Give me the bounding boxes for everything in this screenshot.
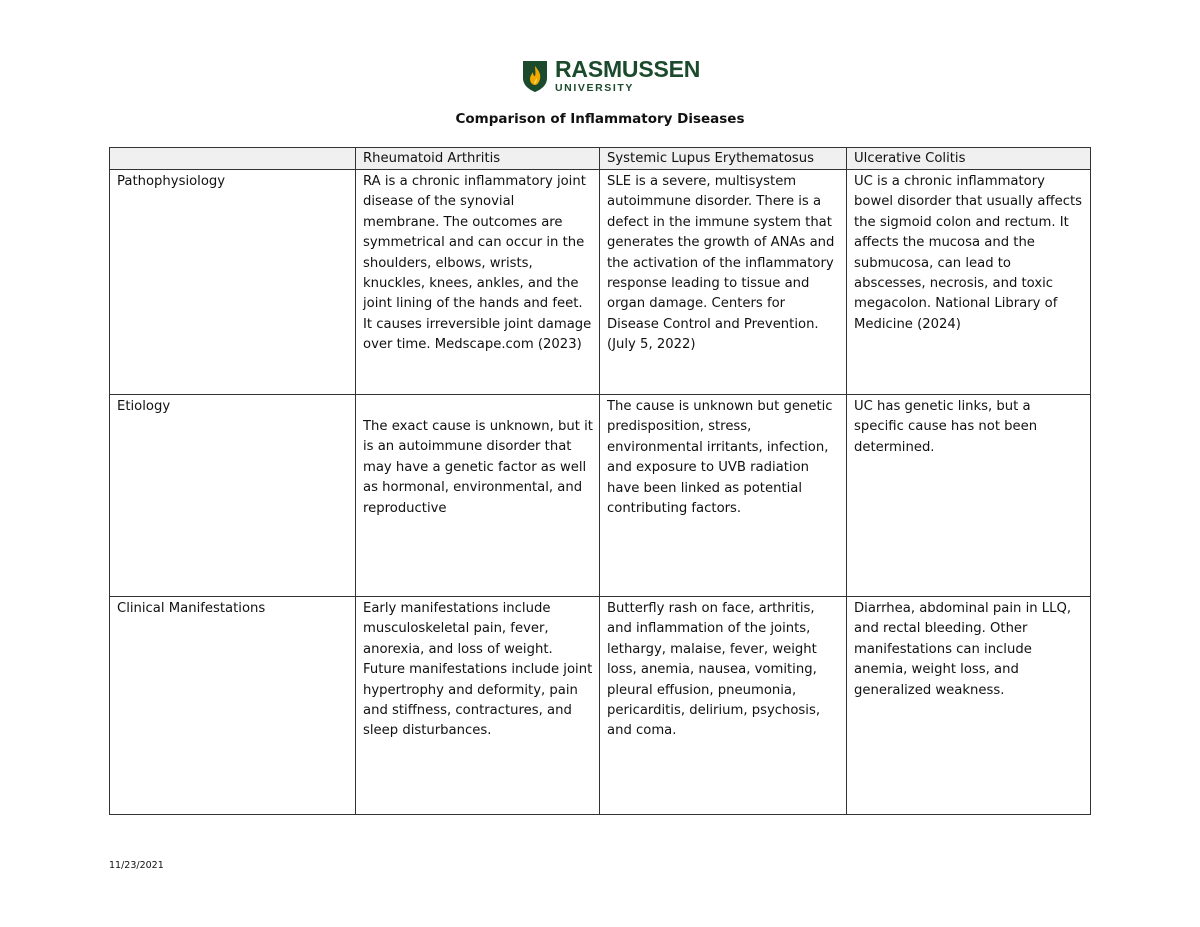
table-cell: Early manifestations include musculoskeletal pain, fever, anorexia, and loss of weight. Future manifestations include joint hypertrophy and deformity, pain and stiffness, contractures, and sleep disturbances. xyxy=(356,597,600,815)
table-row xyxy=(110,170,1091,395)
comparison-table xyxy=(109,147,1091,815)
table-cell: SLE is a severe, multisystem autoimmune disorder. There is a defect in the immune system that generates the growth of ANAs and the activation of the inflammatory response leading to tissue and organ damage. Centers for Disease Control and Prevention. (July 5, 2022) xyxy=(600,170,847,395)
logo-brand-subtitle: UNIVERSITY xyxy=(555,82,635,94)
row-label: Etiology xyxy=(110,395,356,597)
row-label: Pathophysiology xyxy=(110,170,356,395)
table-cell: The cause is unknown but genetic predisposition, stress, environmental irritants, infection, and exposure to UVB radiation have been linked as potential contributing factors. xyxy=(600,395,847,597)
table-cell: RA is a chronic inflammatory joint disease of the synovial membrane. The outcomes are symmetrical and can occur in the shoulders, elbows, wrists, knuckles, knees, ankles, and the joint lining of the hands and feet. It causes irreversible joint damage over time. Medscape.com (2023) xyxy=(356,170,600,395)
rasmussen-logo xyxy=(521,58,700,94)
logo-brand-name: RASMUSSEN xyxy=(555,56,701,82)
table-header-cell: Ulcerative Colitis xyxy=(847,148,1091,170)
table-header-cell xyxy=(110,148,356,170)
table-row xyxy=(110,395,1091,597)
row-label: Clinical Manifestations xyxy=(110,597,356,815)
footer-date: 11/23/2021 xyxy=(109,860,164,871)
document-title: Comparison of Inflammatory Diseases xyxy=(455,111,745,127)
table-header-cell: Rheumatoid Arthritis xyxy=(356,148,600,170)
table-header-cell: Systemic Lupus Erythematosus xyxy=(600,148,847,170)
table-cell: UC is a chronic inflammatory bowel disorder that usually affects the sigmoid colon and rectum. It affects the mucosa and the submucosa, can lead to abscesses, necrosis, and toxic megacolon. National Library of Medicine (2024) xyxy=(847,170,1091,395)
table-cell: UC has genetic links, but a specific cause has not been determined. xyxy=(847,395,1091,597)
table-cell: Diarrhea, abdominal pain in LLQ, and rectal bleeding. Other manifestations can include anemia, weight loss, and generalized weakness. xyxy=(847,597,1091,815)
table-row xyxy=(110,597,1091,815)
table-header-row xyxy=(110,148,1091,170)
table-cell: Butterfly rash on face, arthritis, and inflammation of the joints, lethargy, malaise, fever, weight loss, anemia, nausea, vomiting, pleural effusion, pneumonia, pericarditis, delirium, psychosis, and coma. xyxy=(600,597,847,815)
shield-flame-icon xyxy=(521,59,549,93)
table-cell: The exact cause is unknown, but it is an autoimmune disorder that may have a genetic factor as well as hormonal, environmental, and reproductive xyxy=(356,395,600,597)
